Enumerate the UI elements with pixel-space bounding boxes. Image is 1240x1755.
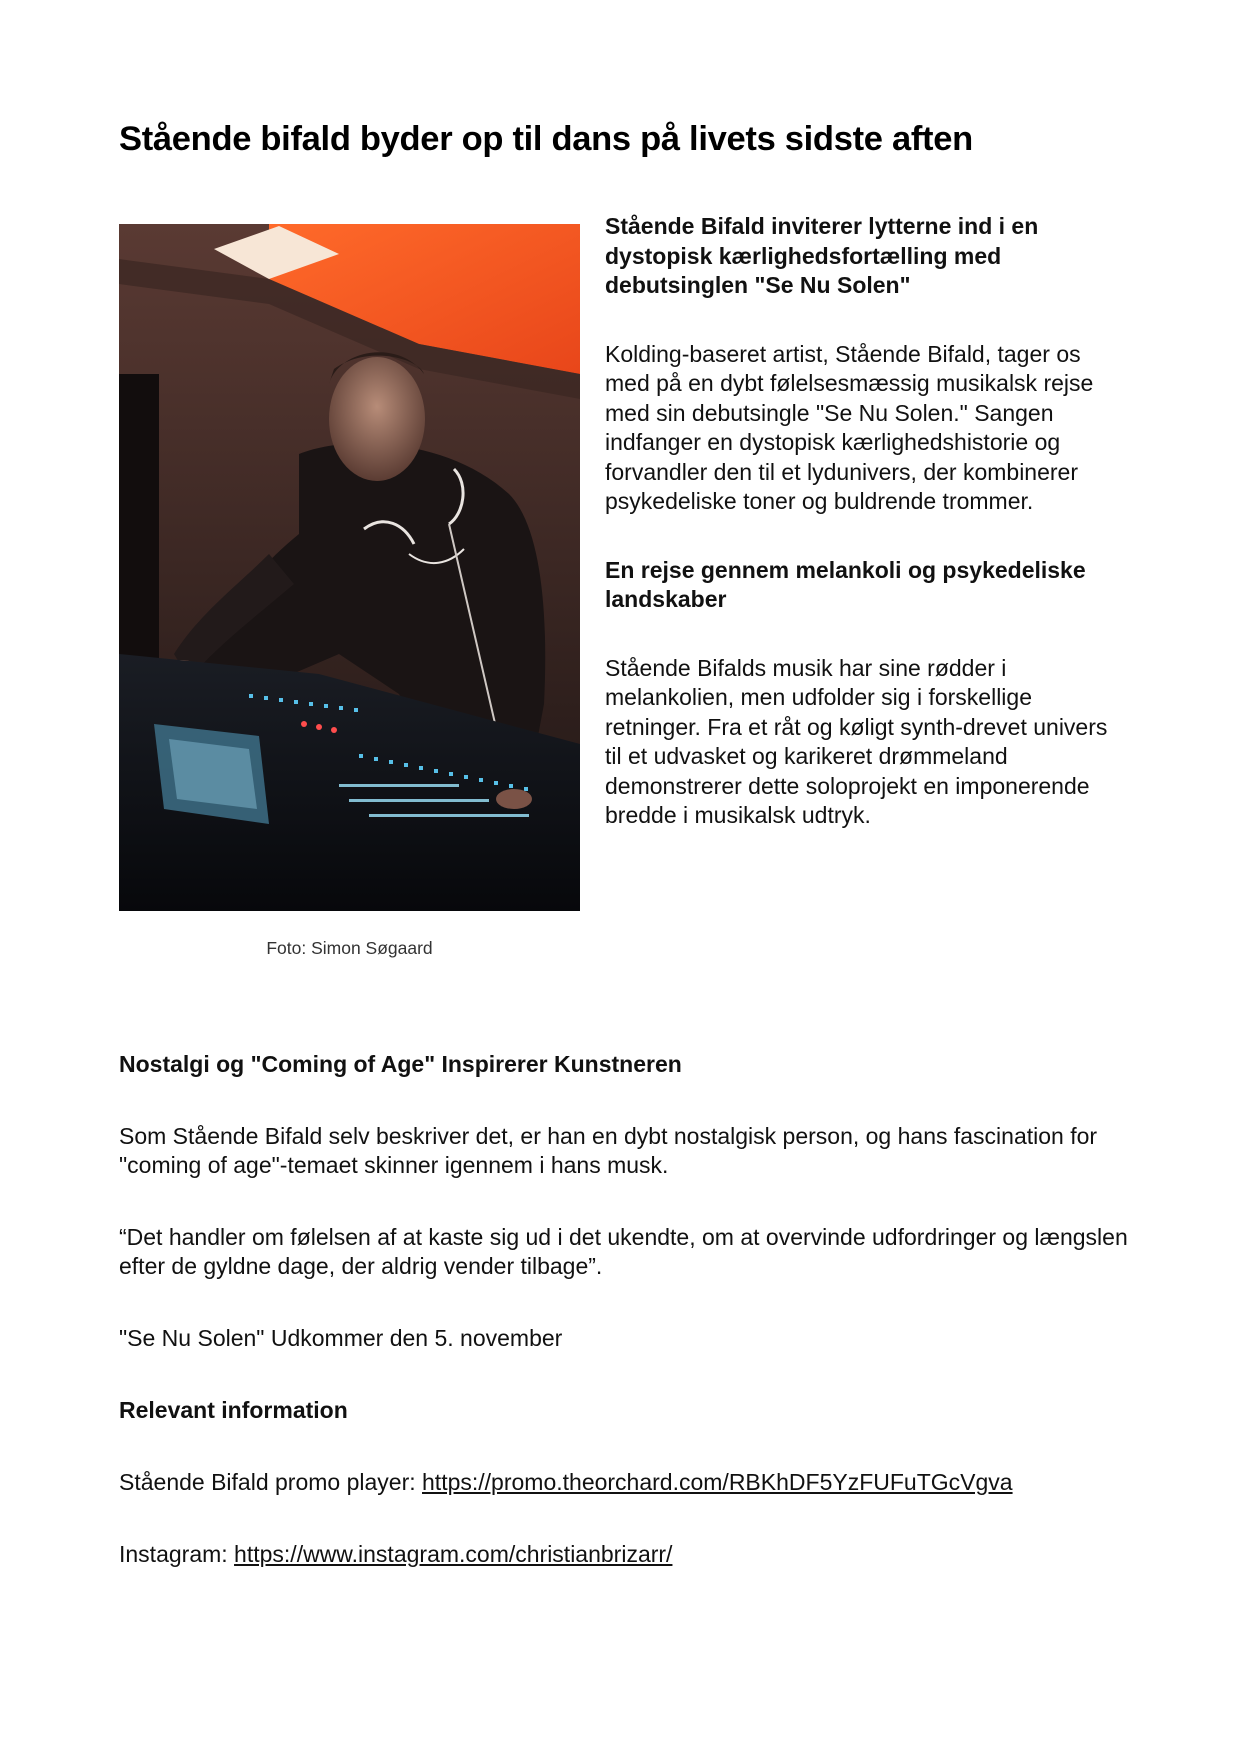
promo-label: Stående Bifald promo player: (119, 1469, 423, 1495)
melancholy-paragraph: Stående Bifalds musik har sine rødder i melankolien, men udfolder sig i forskellige retninger. Fra et råt og køligt synth-drevet univers til et udvasket og karikeret drømmeland demonstrerer dette soloprojekt en imponerende bredde i musikalsk udtryk. (605, 654, 1108, 828)
lower-section (119, 1050, 1129, 1569)
promo-link[interactable]: https://promo.theorchard.com/RBKhDF5YzFUFuTGcVgva (422, 1469, 1013, 1495)
section-heading-melancholy: En rejse gennem melankoli og psykedeliske landskaber (605, 556, 1086, 612)
section-heading-nostalgia: Nostalgi og "Coming of Age" Inspirerer Kunstneren (119, 1051, 682, 1077)
info-heading: Relevant information (119, 1397, 348, 1423)
photo-caption: Foto: Simon Søgaard (266, 938, 433, 958)
intro-paragraph: Kolding-baseret artist, Stående Bifald, tager os med på en dybt følelsesmæssig musikalsk rejse med sin debutsingle "Se Nu Solen." Sangen indfanger en dystopisk kærlighedshistorie og forvandler den til et lydunivers, der kombinerer psykedeliske toner og buldrende trommer. (605, 340, 1094, 514)
promo-line (119, 1468, 1129, 1497)
instagram-line (119, 1540, 1129, 1569)
intro-column (605, 212, 1125, 831)
release-date: "Se Nu Solen" Udkommer den 5. november (119, 1325, 563, 1351)
lead-paragraph: Stående Bifald inviterer lytterne ind i en dystopisk kærlighedsfortælling med debutsinglen "Se Nu Solen" (605, 213, 1039, 298)
article-title: Stående bifald byder op til dans på livets sidste aften (119, 120, 973, 158)
nostalgia-paragraph: Som Stående Bifald selv beskriver det, er han en dybt nostalgisk person, og hans fascination for "coming of age"-temaet skinner igennem i hans musk. (119, 1123, 1098, 1178)
instagram-label: Instagram: (119, 1541, 235, 1567)
instagram-link[interactable]: https://www.instagram.com/christianbrizarr/ (234, 1541, 673, 1567)
artist-photo (119, 224, 580, 911)
artist-quote: “Det handler om følelsen af at kaste sig ud i det ukendte, om at overvinde udfordringer og længslen efter de gyldne dage, der aldrig vender tilbage”. (119, 1224, 1128, 1279)
